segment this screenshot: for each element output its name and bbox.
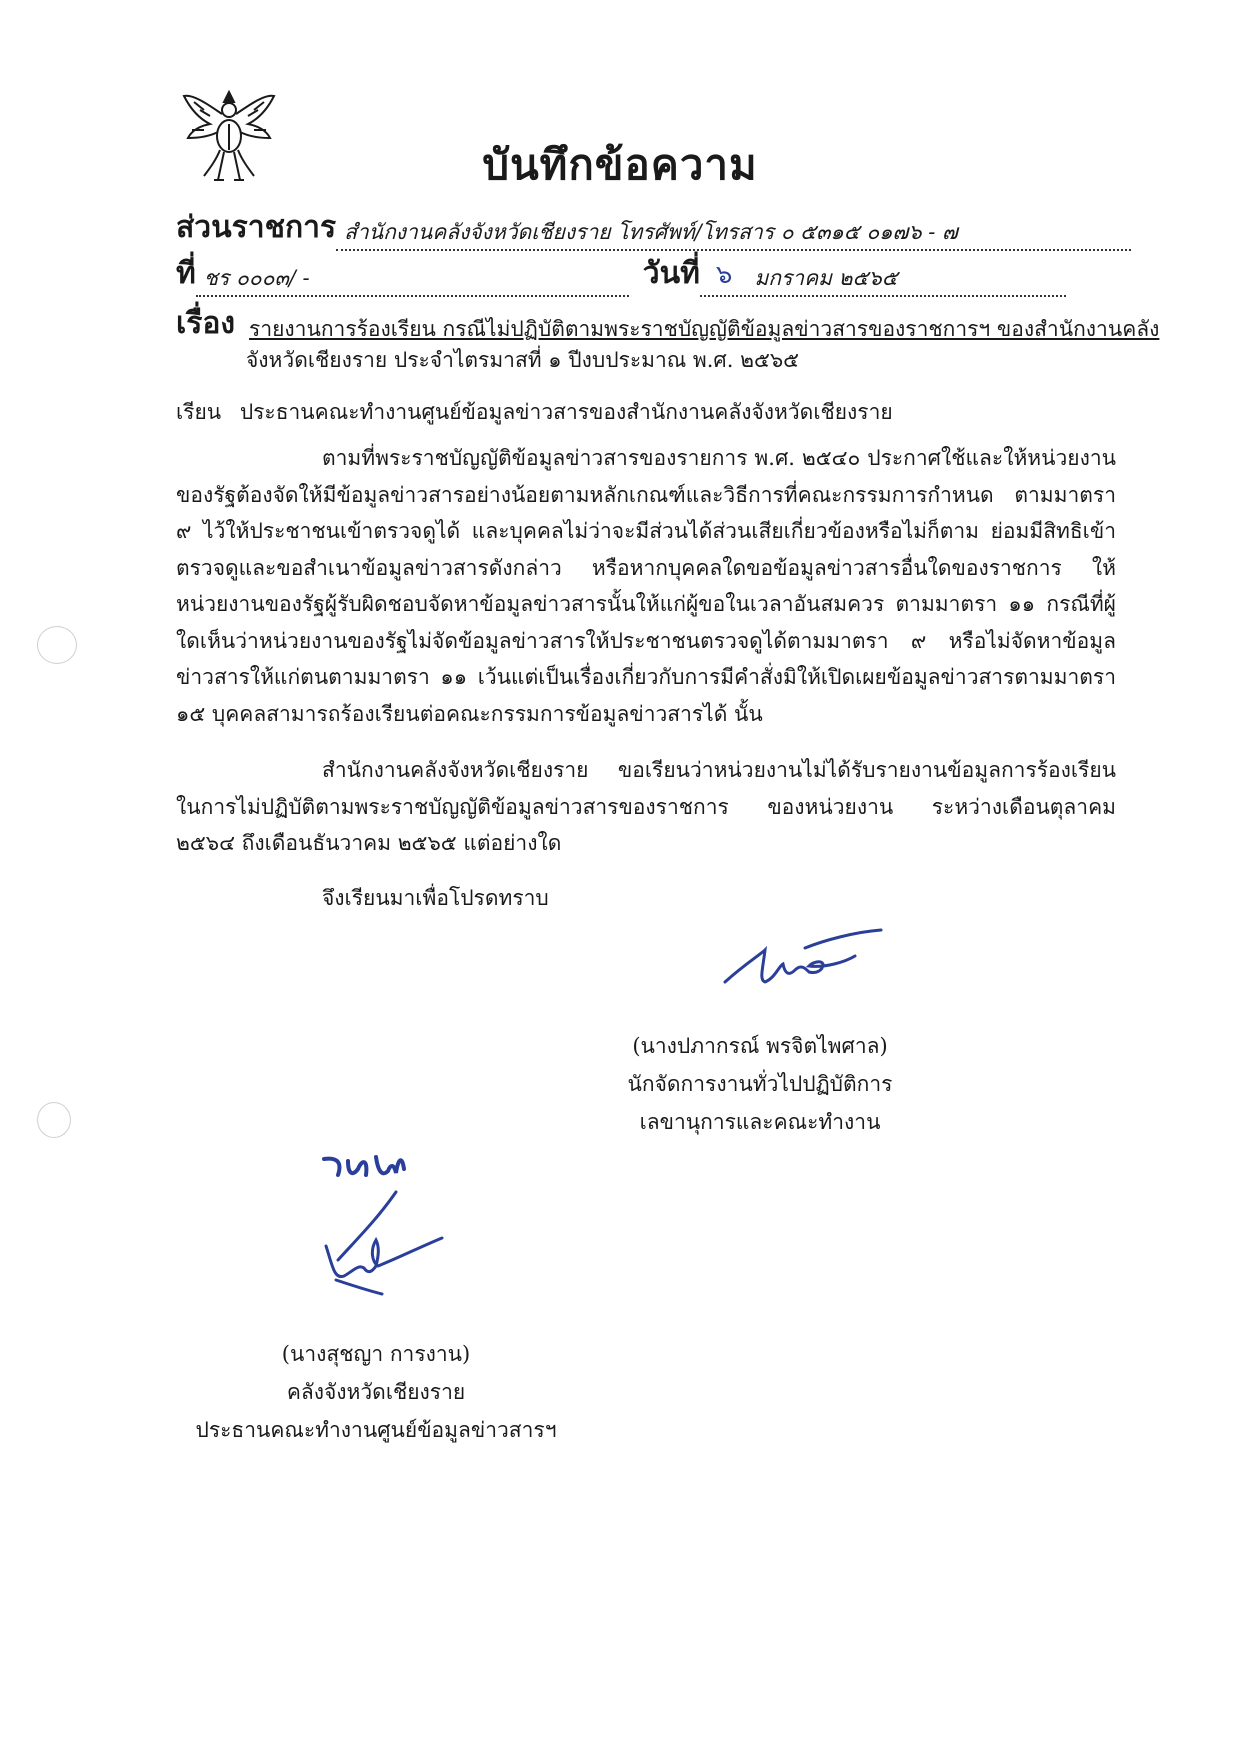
date-value [700, 254, 1066, 297]
salutation-value: ประธานคณะทำงานศูนย์ข้อมูลข่าวสารของสำนักงานคลังจังหวัดเชียงราย [239, 400, 893, 424]
subject-label: เรื่อง [176, 306, 236, 341]
reference-label: ที่ [176, 256, 196, 291]
date-day-handwritten: ๖ [715, 260, 733, 290]
document-title: บันทึกข้อความ [482, 140, 758, 189]
signature-2-image [318, 1188, 448, 1298]
reference-row [176, 250, 1066, 297]
signer-1-position: นักจัดการงานทั่วไปปฏิบัติการ [627, 1072, 893, 1096]
signer-2-role: ประธานคณะทำงานศูนย์ข้อมูลข่าวสารฯ [195, 1418, 557, 1442]
subject-line-2: จังหวัดเชียงราย ประจำไตรมาสที่ ๑ ปีงบประมาณ พ.ศ. ๒๕๖๕ [246, 348, 800, 372]
signer-2-name: (นางสุชญา การงาน) [281, 1342, 471, 1366]
agency-label: ส่วนราชการ [176, 210, 337, 245]
reference-value: ชร ๐๐๐๓/ - [196, 262, 629, 297]
signer-1-role: เลขานุการและคณะทำงาน [639, 1110, 881, 1134]
salutation-label: เรียน [176, 400, 222, 424]
paragraph-2: สำนักงานคลังจังหวัดเชียงราย ขอเรียนว่าหน่วยงานไม่ได้รับรายงานข้อมูลการร้องเรียนในการไม่ปฏิบัติตามพระราชบัญญัติข้อมูลข่าวสารของราชการ ของหน่วยงาน ระหว่างเดือนตุลาคม ๒๕๖๔ ถึงเดือนธันวาคม ๒๕๖๕ แต่อย่างใด [176, 758, 1116, 855]
date-month-year: มกราคม ๒๕๖๕ [754, 266, 898, 290]
salutation-row [176, 394, 893, 430]
signer-2-position: คลังจังหวัดเชียงราย [286, 1380, 466, 1404]
signature-1-image [705, 920, 885, 1000]
subject-row [176, 300, 1159, 347]
punch-hole-mark [37, 1102, 71, 1138]
closing-text: จึงเรียนมาเพื่อโปรดทราบ [322, 886, 549, 910]
agency-row [176, 204, 1131, 251]
date-label: วันที่ [642, 256, 700, 291]
subject-line-1: รายงานการร้องเรียน กรณีไม่ปฏิบัติตามพระราชบัญญัติข้อมูลข่าวสารของราชการฯ ของสำนักงานคลัง [249, 317, 1160, 341]
signer-1-name: (นางปภากรณ์ พรจิตไพศาล) [632, 1034, 888, 1058]
punch-hole-mark [37, 626, 77, 664]
acknowledged-annotation-image [318, 1145, 448, 1193]
agency-value: สำนักงานคลังจังหวัดเชียงราย โทรศัพท์/โทรสาร ๐ ๕๓๑๕ ๐๑๗๖ - ๗ [336, 216, 1131, 251]
paragraph-1: ตามที่พระราชบัญญัติข้อมูลข่าวสารของรายการ พ.ศ. ๒๕๔๐ ประกาศใช้และให้หน่วยงานของรัฐต้องจัดให้มีข้อมูลข่าวสารอย่างน้อยตามหลักเกณฑ์และวิธีการที่คณะกรรมการกำหนด ตามมาตรา ๙ ไว้ให้ประชาชนเข้าตรวจดูได้ และบุคคลไม่ว่าจะมีส่วนได้ส่วนเสียเกี่ยวข้องหรือไม่ก็ตาม ย่อมมีสิทธิเข้าตรวจดูและขอสำเนาข้อมูลข่าวสารดังกล่าว หรือหากบุคคลใดขอข้อมูลข่าวสารอื่นใดของราชการ ให้หน่วยงานของรัฐผู้รับผิดชอบจัดหาข้อมูลข่าวสารนั้นให้แก่ผู้ขอในเวลาอันสมควร ตามมาตรา ๑๑ กรณีที่ผู้ใดเห็นว่าหน่วยงานของรัฐไม่จัดข้อมูลข่าวสารให้ประชาชนตรวจดูได้ตามมาตรา ๙ หรือไม่จัดหาข้อมูลข่าวสารให้แก่ตนตามมาตรา ๑๑ เว้นแต่เป็นเรื่องเกี่ยวกับการมีคำสั่งมิให้เปิดเผยข้อมูลข่าวสารตามมาตรา ๑๕ บุคคลสามารถร้องเรียนต่อคณะกรรมการข้อมูลข่าวสารได้ นั้น [176, 446, 1116, 726]
